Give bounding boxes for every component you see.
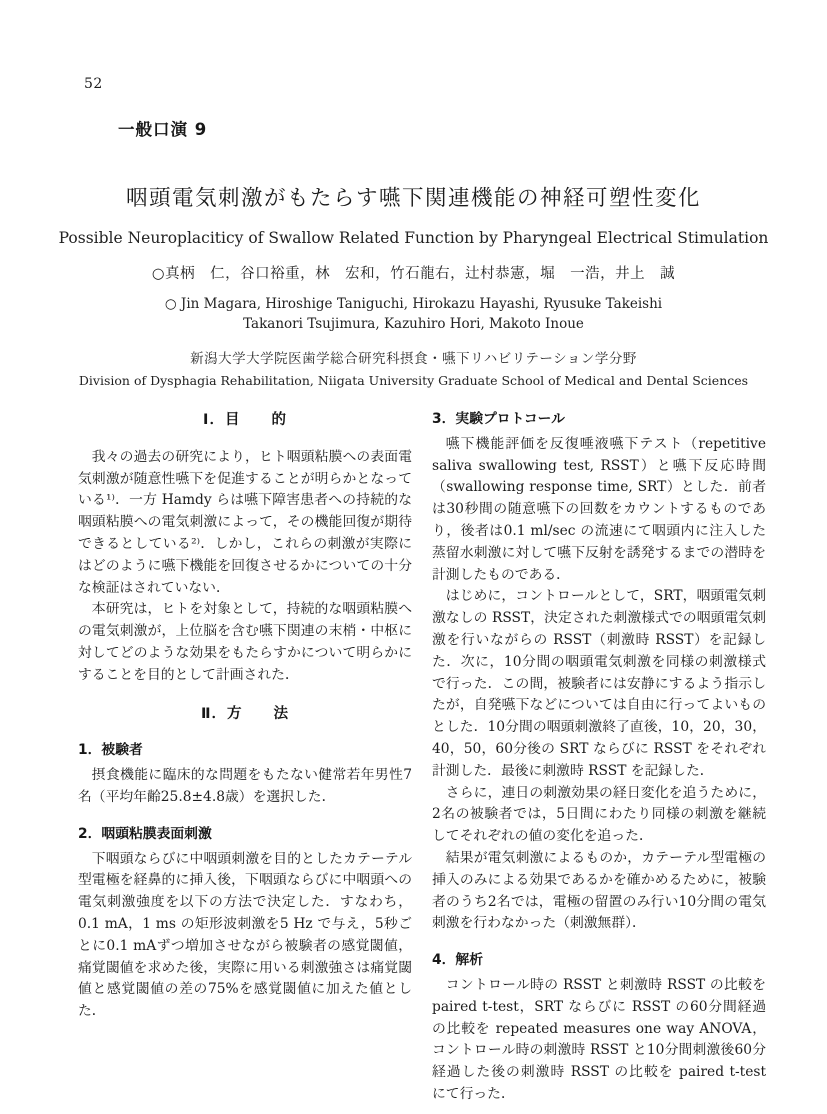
affiliation-en: Division of Dysphagia Rehabilitation, Niigata University Graduate School of Medical and Dental Sciences (78, 373, 749, 388)
section-heading-purpose: Ⅰ．目 的 (203, 412, 287, 428)
paper-header (40, 181, 787, 388)
body-columns (78, 408, 766, 1106)
column-right (432, 408, 766, 1106)
subsection-heading-protocol: 3．実験プロトコール (432, 411, 565, 427)
stimulation-paragraph: 下咽頭ならびに中咽頭刺激を目的としたカテーテル型電極を経鼻的に挿入後，下咽頭ならびに中咽頭への電気刺激強度を以下の方法で決定した．すなわち，0.1 mA，1 ms の矩形波刺激を5 Hz で与え，5秒ごとに0.1 mAずつ増加させながら被験者の感覚閾値，痛覚閾値を求めた後，実際に用いる刺激強さは痛覚閾値と感覚閾値の差の75%を感覚閾値に加えた値とした． (78, 850, 412, 1020)
session-label: 一般口演 9 (118, 120, 208, 139)
protocol-paragraph-2: はじめに，コントロールとして，SRT，咽頭電気刺激なしの RSST，決定された刺激様式での咽頭電気刺激を行いながらの RSST（刺激時 RSST）を記録した．次に，10分間の咽頭電気刺激を同様の刺激様式で行った．この間，被験者には安静にするよう指示したが，自発嚥下などについては自由に行ってよいものとした．10分間の咽頭刺激終了直後，10，20，30，40，50，60分後の SRT ならびに RSST をそれぞれ計測した．最後に刺激時 RSST を記録した． (432, 588, 766, 779)
paper-title-ja: 咽頭電気刺激がもたらす嚥下関連機能の神経可塑性変化 (125, 186, 701, 211)
page-number: 52 (84, 76, 103, 92)
affiliation-ja: 新潟大学大学院医歯学総合研究科摂食・嚥下リハビリテーション学分野 (190, 351, 637, 367)
protocol-paragraph-1: 嚥下機能評価を反復唾液嚥下テスト（repetitive saliva swallowing test, RSST）と嚥下反応時間（swallowing response time, SRT）とした．前者は30秒間の随意嚥下の回数をカウントするものであり，後者は0.1 ml/sec の流速にて咽頭内に注入した蒸留水刺激に対して嚥下反射を誘発するまでの潜時を計測したものである． (432, 435, 766, 583)
purpose-paragraph-2: 本研究は，ヒトを対象として，持続的な咽頭粘膜への電気刺激が，上位脳を含む嚥下関連の末梢・中枢に対してどのような効果をもたらすかについて明らかにすることを目的として計画された． (78, 601, 412, 683)
subjects-paragraph: 摂食機能に臨床的な問題をもたない健常若年男性7名（平均年齢25.8±4.8歳）を選択した． (78, 767, 412, 805)
column-left (78, 408, 412, 1106)
subsection-heading-stimulation: 2．咽頭粘膜表面刺激 (78, 825, 212, 842)
authors-ja: ○真柄 仁，谷口裕重，林 宏和，竹石龍右，辻村恭憲，堀 一浩，井上 誠 (151, 266, 676, 282)
protocol-paragraph-3: さらに，連日の刺激効果の経日変化を追うために，2名の被験者では，5日間にわたり同様の刺激を継続してそれぞれの値の変化を追った． (432, 784, 766, 845)
protocol-paragraph-4: 結果が電気刺激によるものか，カテーテル型電極の挿入のみによる効果であるかを確かめるために，被験者のうち2名では，電極の留置のみ行い10分間の電気刺激を行わなかった（刺激無群）． (432, 849, 766, 932)
section-heading-method: Ⅱ．方 法 (200, 705, 290, 722)
purpose-paragraph-1: 我々の過去の研究により，ヒト咽頭粘膜への表面電気刺激が随意性嚥下を促進することが明らかとなっている¹⁾．一方 Hamdy らは嚥下障害患者への持続的な咽頭粘膜への電気刺激によって，その機能回復が期待できるとしている²⁾．しかし，これらの刺激が実際にはどのように嚥下機能を回復させるかについての十分な検証はされていない． (78, 448, 412, 596)
subsection-heading-subjects: 1．被験者 (78, 742, 143, 759)
paper-title-en: Possible Neuroplaciticy of Swallow Related Function by Pharyngeal Electrical Stimulation (58, 229, 769, 247)
authors-en-line2: Takanori Tsujimura, Kazuhiro Hori, Makoto Inoue (243, 316, 584, 332)
authors-en-line1: ○ Jin Magara, Hiroshige Taniguchi, Hirokazu Hayashi, Ryusuke Takeishi (164, 296, 663, 312)
subsection-heading-analysis: 4．解析 (432, 952, 483, 969)
analysis-paragraph: コントロール時の RSST と刺激時 RSST の比較を paired t-test，SRT ならびに RSST の60分間経過の比較を repeated measures one way ANOVA，コントロール時の刺激時 RSST と10分間刺激後60分経過した後の刺激時 RSST の比較を paired t-test にて行った． (432, 976, 766, 1102)
